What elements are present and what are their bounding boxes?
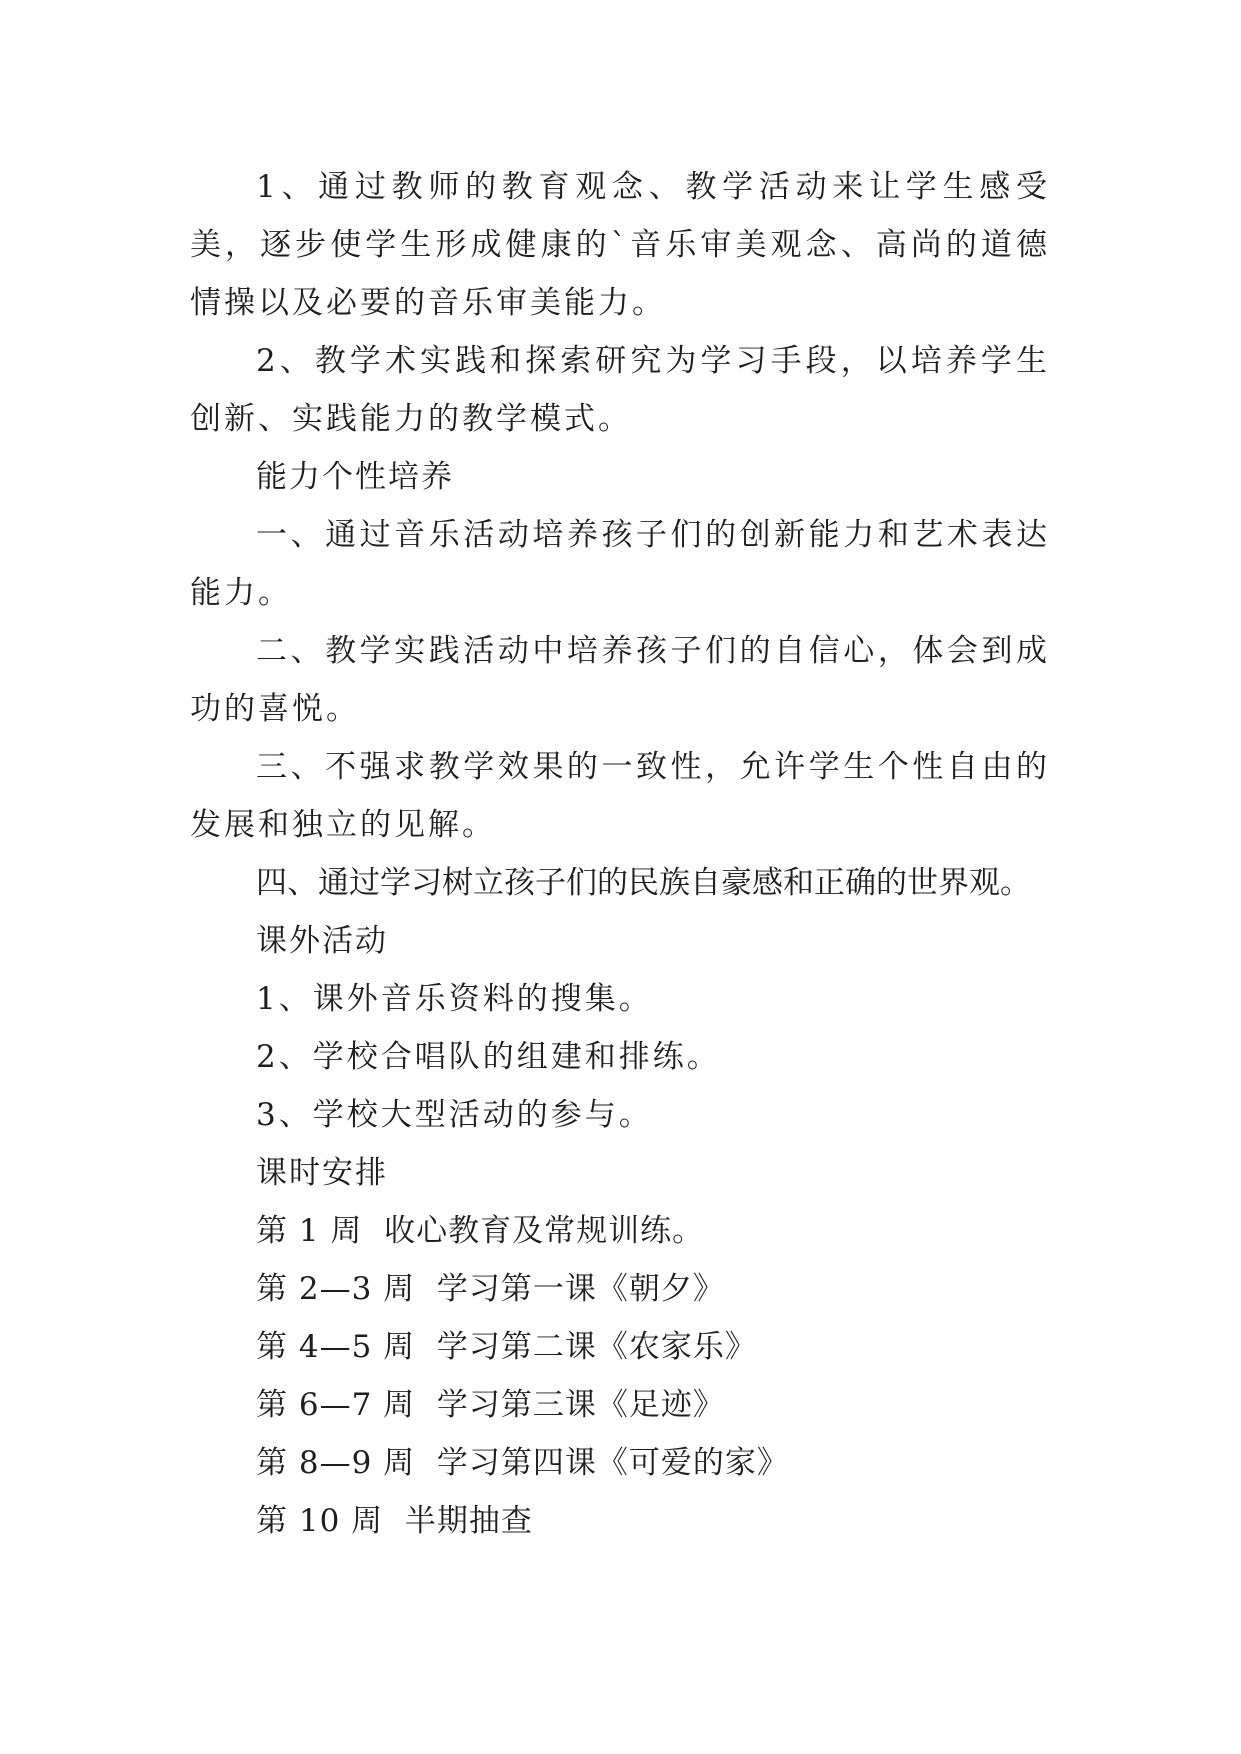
ability-heading: 能力个性培养 (256, 459, 454, 495)
ability-item-4: 四、通过学习树立孩子们的民族自豪感和正确的世界观。 (256, 865, 1031, 901)
ability-item-3: 三、不强求教学效果的一致性，允许学生个性自由的发展和独立的见解。 (190, 749, 1050, 843)
activity-item-1: 1、课外音乐资料的搜集。 (256, 981, 653, 1017)
activities-heading: 课外活动 (256, 923, 388, 959)
aim-paragraph-2: 2、教学术实践和探索研究为学习手段，以培养学生创新、实践能力的教学模式。 (190, 343, 1050, 437)
schedule-item-6: 第 10 周 半期抽查 (256, 1503, 533, 1539)
schedule-item-1: 第 1 周 收心教育及常规训练。 (256, 1213, 705, 1249)
schedule-item-3: 第 4—5 周 学习第二课《农家乐》 (256, 1329, 757, 1365)
aim-paragraph-1: 1、通过教师的教育观念、教学活动来让学生感受美，逐步使学生形成健康的`音乐审美观念、高尚的道德情操以及必要的音乐审美能力。 (190, 169, 1050, 321)
schedule-item-2: 第 2—3 周 学习第一课《朝夕》 (256, 1271, 725, 1307)
ability-item-2: 二、教学实践活动中培养孩子们的自信心，体会到成功的喜悦。 (190, 633, 1050, 727)
document-body (190, 158, 1050, 1550)
schedule-heading: 课时安排 (256, 1155, 388, 1191)
ability-item-1: 一、通过音乐活动培养孩子们的创新能力和艺术表达能力。 (190, 517, 1050, 611)
schedule-item-5: 第 8—9 周 学习第四课《可爱的家》 (256, 1445, 789, 1481)
activity-item-3: 3、学校大型活动的参与。 (256, 1097, 653, 1133)
schedule-item-4: 第 6—7 周 学习第三课《足迹》 (256, 1387, 725, 1423)
activity-item-2: 2、学校合唱队的组建和排练。 (256, 1039, 721, 1075)
